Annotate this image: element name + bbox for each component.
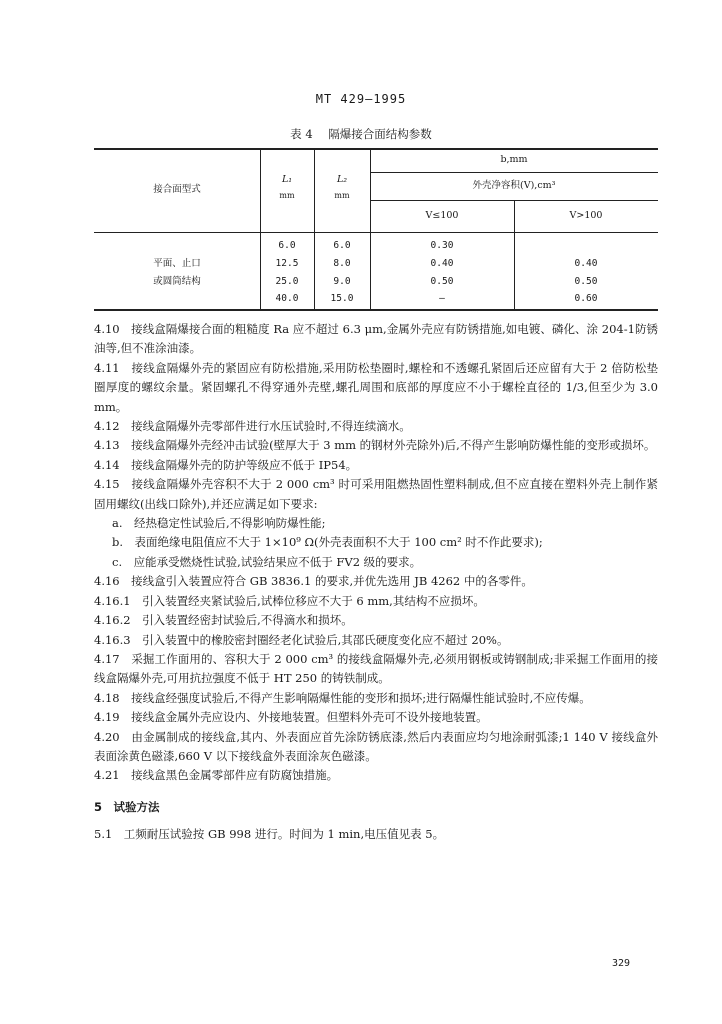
clause-4-16-2: 4.16.2 引入装置经密封试验后,不得滴水和损坏。 [94, 613, 353, 628]
clause-4-20: 4.20 由金属制成的接线盒,其内、外表面应首先涂防锈底漆,然后内表面应均匀地涂耐弧漆;1 140 V 接线盒外表面涂黄色磁漆,660 V 以下接线盒外表面涂灰色磁漆。 [94, 729, 658, 763]
col-header-L1-unit: mm [279, 191, 295, 200]
col-header-L2-unit: mm [334, 191, 350, 200]
clause-4-18: 4.18 接线盒经强度试验后,不得产生影响隔爆性能的变形和损坏;进行隔爆性能试验时,不应传爆。 [94, 690, 591, 705]
table-cell: 0.50 [430, 276, 454, 287]
table-cell: — [439, 293, 445, 304]
table-cell: 6.0 [333, 240, 351, 251]
sub-item-b: b. 表面绝缘电阻值应不大于 1×10⁹ Ω(外壳表面积不大于 100 cm² 时不作此要求); [112, 535, 543, 550]
page-number: 329 [612, 958, 631, 969]
table-cell: 0.40 [574, 258, 598, 269]
clause-4-21: 4.21 接线盒黑色金属零部件应有防腐蚀措施。 [94, 768, 339, 783]
col-header-L2: L₂ [336, 174, 348, 185]
clause-4-11: 4.11 接线盒隔爆外壳的紧固应有防松措施,采用防松垫圈时,螺栓和不透螺孔紧固后还应留有大于 2 倍防松垫圈厚度的螺纹余量。紧固螺孔不得穿通外壳壁,螺孔周围和底部的厚度应不小于螺栓直径的 1/3,但至少为 3.0 mm。 [94, 360, 658, 414]
table-cell: 12.5 [275, 258, 299, 269]
clause-4-16-3: 4.16.3 引入装置中的橡胶密封圈经老化试验后,其邵氏硬度变化应不超过 20%。 [94, 632, 509, 647]
section-5-heading: 5 试验方法 [94, 799, 160, 814]
col-header-v-gt-100: V>100 [569, 210, 603, 221]
clause-4-17: 4.17 采掘工作面用的、容积大于 2 000 cm³ 的接线盒隔爆外壳,必须用钢板或铸钢制成;非采掘工作面用的接线盒隔爆外壳,可用抗拉强度不低于 HT 250 的铸铁制成。 [94, 651, 658, 686]
parameter-table [94, 148, 658, 310]
table-title: 隔爆接合面结构参数 [328, 127, 432, 141]
clause-4-16: 4.16 接线盒引入装置应符合 GB 3836.1 的要求,并优先选用 JB 4262 中的各零件。 [94, 574, 533, 589]
table-cell: 9.0 [333, 276, 351, 287]
col-header-b: b,mm [500, 154, 528, 165]
table-cell: 6.0 [278, 240, 296, 251]
table-cell: 8.0 [333, 258, 351, 269]
clause-4-13: 4.13 接线盒隔爆外壳经冲击试验(壁厚大于 3 mm 的钢材外壳除外)后,不得产生影响防爆性能的变形或损坏。 [94, 438, 656, 453]
col-header-type: 接合面型式 [153, 184, 201, 195]
clause-4-12: 4.12 接线盒隔爆外壳零部件进行水压试验时,不得连续滴水。 [94, 419, 411, 434]
standard-header: MT 429—1995 [315, 92, 407, 106]
clause-5-1: 5.1 工频耐压试验按 GB 998 进行。时间为 1 min,电压值见表 5。 [94, 827, 445, 842]
clause-4-16-1: 4.16.1 引入装置经夹紧试验后,试棒位移应不大于 6 mm,其结构不应损坏。 [94, 593, 485, 608]
clause-4-19: 4.19 接线盒金属外壳应设内、外接地装置。但塑料外壳可不设外接地装置。 [94, 710, 488, 725]
table-cell: 40.0 [275, 293, 299, 304]
col-header-v-le-100: V≤100 [425, 210, 459, 221]
table-caption [0, 126, 722, 142]
sub-item-c: c. 应能承受燃烧性试验,试验结果应不低于 FV2 级的要求。 [112, 554, 422, 569]
table-cell: 0.50 [574, 276, 598, 287]
clause-4-15: 4.15 接线盒隔爆外壳容积不大于 2 000 cm³ 时可采用阻燃热固性塑料制成,但不应直接在塑料外壳上制作紧固用螺纹(出线口除外),并还应满足如下要求: [94, 477, 658, 511]
row-type-line1: 平面、止口 [153, 258, 201, 269]
sub-item-a: a. 经热稳定性试验后,不得影响防爆性能; [112, 516, 326, 531]
document-body [94, 320, 658, 845]
row-type-line2: 或圆筒结构 [153, 276, 201, 287]
table-cell: 0.30 [430, 240, 454, 251]
clause-4-14: 4.14 接线盒隔爆外壳的防护等级应不低于 IP54。 [94, 457, 358, 472]
table-cell: 25.0 [275, 276, 299, 287]
table-cell: 15.0 [330, 293, 354, 304]
clause-4-10: 4.10 接线盒隔爆接合面的粗糙度 Ra 应不超过 6.3 μm,金属外壳应有防锈措施,如电镀、磷化、涂 204-1防锈油等,但不准涂油漆。 [94, 322, 658, 356]
table-cell: 0.40 [430, 258, 454, 269]
col-header-L1: L₁ [281, 174, 293, 185]
table-number: 表 4 [290, 127, 313, 141]
col-header-volume: 外壳净容积(V),cm³ [472, 180, 556, 191]
table-cell: 0.60 [574, 293, 598, 304]
